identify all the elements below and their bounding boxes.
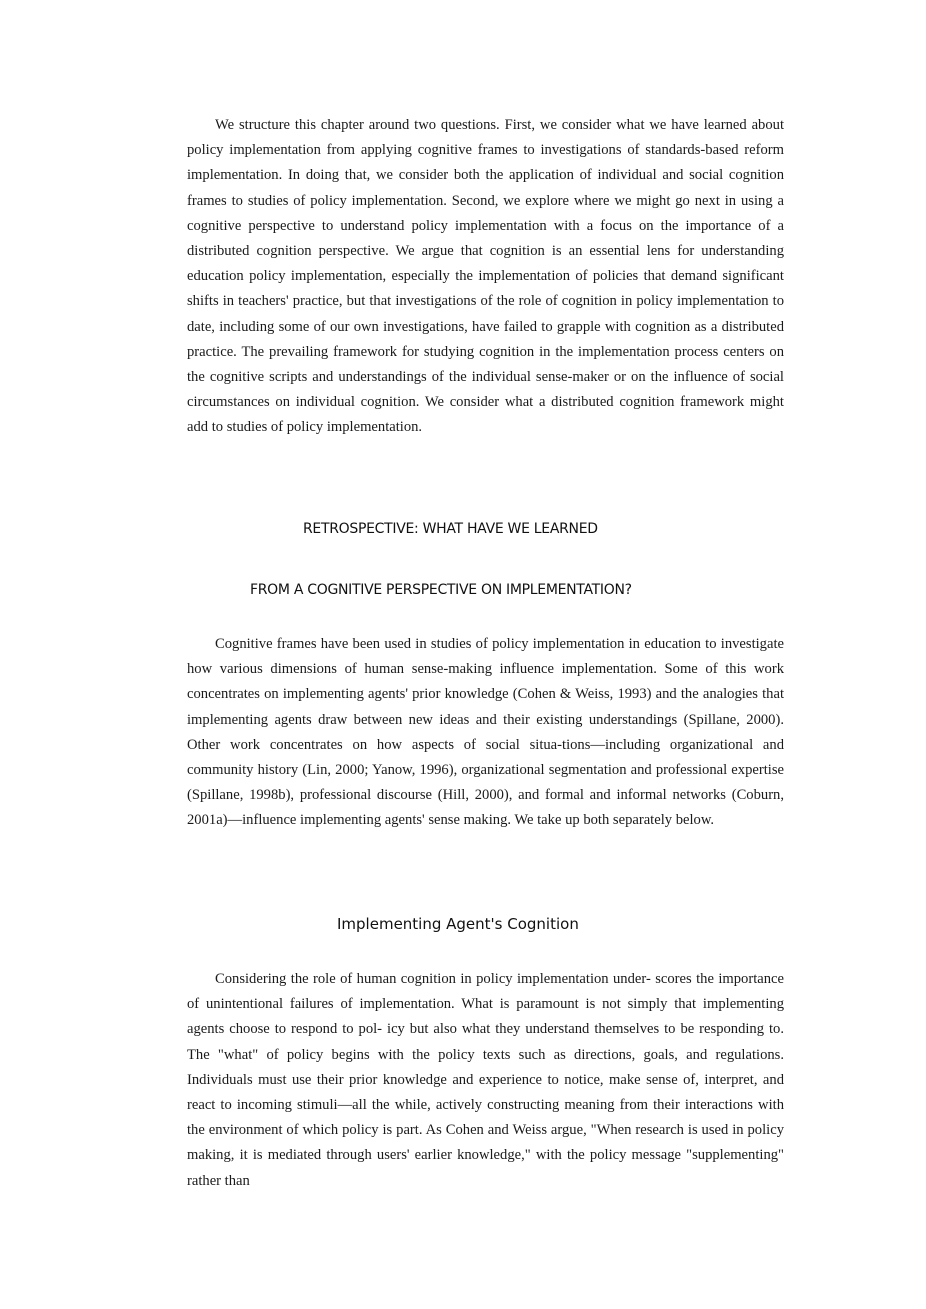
section-heading-line-1: RETROSPECTIVE: WHAT HAVE WE LEARNED bbox=[303, 521, 598, 537]
agent-cognition-paragraph: Considering the role of human cognition in policy implementation under- scores the importance of unintentional failures of implementation. What is paramount is not simply that implementing agents choose to respond to pol- icy but also what they understand themselves to be responding to. The "what" of policy begins with the policy texts such as directions, goals, and regulations. Individuals must use their prior knowledge and experience to notice, make sense of, interpret, and react to incoming stimuli—all the while, actively constructing meaning from their interactions with the environment of which policy is part. As Cohen and Weiss argue, "When research is used in policy making, it is mediated through users' earlier knowledge," with the policy message "supplementing" rather than bbox=[187, 971, 784, 1189]
retrospective-paragraph: Cognitive frames have been used in studies of policy implementation in education to investigate how various dimensions of human sense-making influence implementation. Some of this work concentrates on implementing agents' prior knowledge (Cohen & Weiss, 1993) and the analogies that implementing agents draw between new ideas and their existing understandings (Spillane, 2000). Other work concentrates on how aspects of social situa-tions—including organizational and community history (Lin, 2000; Yanow, 1996), organizational segmentation and professional expertise (Spillane, 1998b), professional discourse (Hill, 2000), and formal and informal networks (Coburn, 2001a)—influence implementing agents' sense making. We take up both separately below. bbox=[187, 636, 784, 829]
section-heading-line-2: FROM A COGNITIVE PERSPECTIVE ON IMPLEMENTATION? bbox=[250, 582, 632, 598]
intro-paragraph: We structure this chapter around two questions. First, we consider what we have learned about policy implementation from applying cognitive frames to investigations of standards-based reform implementation. In doing that, we consider both the application of individual and social cognition frames to studies of policy implementation. Second, we explore where we might go next in using a cognitive perspective to understand policy implementation with a focus on the importance of a distributed cognition perspective. We argue that cognition is an essential lens for understanding education policy implementation, especially the implementation of policies that demand significant shifts in teachers' practice, but that investigations of the role of cognition in policy implementation to date, including some of our own investigations, have failed to grapple with cognition as a distributed practice. The prevailing framework for studying cognition in the implementation process centers on the cognitive scripts and understandings of the individual sense-maker or on the influence of social circumstances on individual cognition. We consider what a distributed cognition framework might add to studies of policy implementation. bbox=[187, 117, 784, 436]
subsection-heading: Implementing Agent's Cognition bbox=[337, 915, 579, 933]
